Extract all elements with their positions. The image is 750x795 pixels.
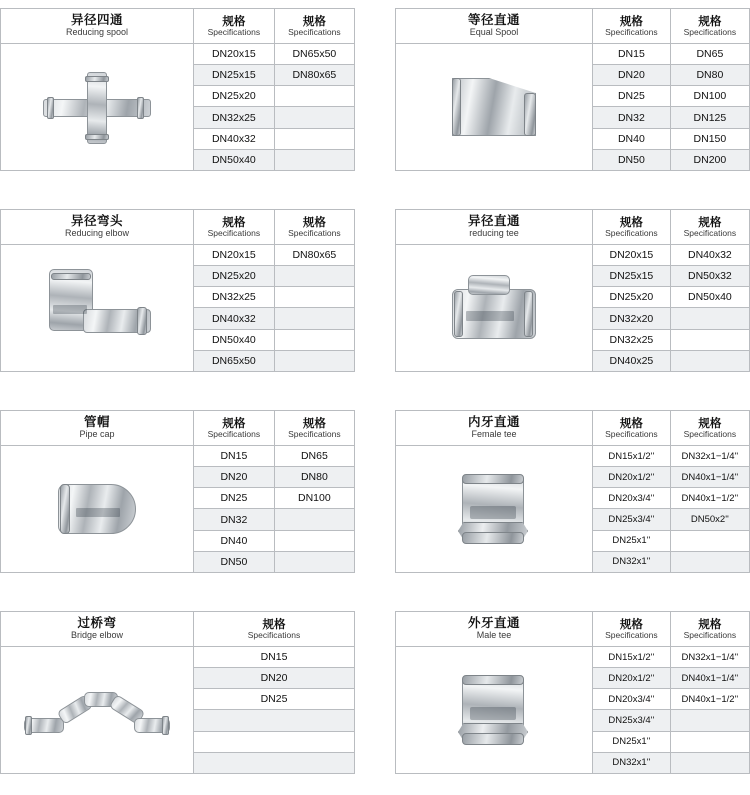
table-row: [593, 752, 750, 773]
cell: DN40x1−1/4'': [670, 668, 749, 689]
cell: [274, 287, 354, 308]
title-en: Pipe cap: [79, 429, 115, 440]
title-en: Male tee: [476, 630, 512, 641]
table-row: [194, 128, 355, 149]
table-row: [593, 647, 750, 668]
cell: [274, 530, 354, 551]
cell: DN32x25: [194, 107, 275, 128]
title-cn: 等径直通: [467, 13, 520, 28]
title-cn: 管帽: [83, 415, 110, 430]
cell: DN65: [274, 446, 354, 467]
cell: [274, 86, 354, 107]
col-header-2: 规格 Specifications: [274, 210, 354, 245]
table-row: [194, 551, 355, 572]
card-equal-spool: [395, 8, 750, 171]
cell: DN20x1/2'': [593, 467, 671, 488]
spec-table-bridge-elbow: [193, 612, 354, 773]
column-gap: [355, 410, 395, 573]
table-row: [194, 668, 355, 689]
cell: DN80: [670, 65, 749, 86]
cell: [670, 731, 749, 752]
cell: [274, 350, 354, 371]
col-header-1: 规格 Specifications: [194, 210, 275, 245]
cell: DN50x40: [194, 149, 275, 170]
cell: [274, 128, 354, 149]
table-row: [593, 731, 750, 752]
cell: DN50x32: [670, 266, 749, 287]
column-gap: [355, 209, 395, 372]
product-image-male-tee: [396, 612, 592, 773]
product-image-pipe-cap: [1, 411, 193, 572]
col-header-1: 规格 Specifications: [194, 9, 275, 44]
cell: DN40: [593, 128, 671, 149]
table-row: [194, 107, 355, 128]
card-title-reducing-elbow: [1, 210, 193, 245]
product-image-female-tee: [396, 411, 592, 572]
artwork-elbow: [1, 245, 193, 371]
cell: DN32: [593, 107, 671, 128]
column-gap: [355, 8, 395, 171]
cell: DN40x1−1/2'': [670, 689, 749, 710]
cell: DN20: [593, 65, 671, 86]
table-row: [593, 446, 750, 467]
col-header-1: 规格 Specifications: [593, 612, 671, 647]
table-row: [593, 245, 750, 266]
cell: DN200: [670, 149, 749, 170]
table-row: [593, 350, 750, 371]
cell: DN32: [194, 509, 275, 530]
table-row: [593, 530, 750, 551]
cell: DN15: [194, 446, 275, 467]
table-row: [194, 446, 355, 467]
cell: DN15: [194, 647, 355, 668]
table-row: [194, 86, 355, 107]
table-row: [593, 308, 750, 329]
cell: DN40x25: [593, 350, 671, 371]
product-image-reducing-spool: [1, 9, 193, 170]
cell: [670, 530, 749, 551]
col-header-1: 规格 Specifications: [194, 411, 275, 446]
col-header-2: 规格 Specifications: [670, 9, 749, 44]
title-cn: 异径直通: [467, 214, 520, 229]
cell: DN32x25: [194, 287, 275, 308]
cell: DN15x1/2'': [593, 446, 671, 467]
cell: DN65: [670, 44, 749, 65]
table-row: [593, 287, 750, 308]
cell: DN32x25: [593, 329, 671, 350]
cell: DN25x1'': [593, 530, 671, 551]
cell: DN20x3/4'': [593, 488, 671, 509]
cell: DN25: [194, 689, 355, 710]
cell: DN20x15: [593, 245, 671, 266]
title-cn: 异径弯头: [70, 214, 123, 229]
cell: DN125: [670, 107, 749, 128]
table-row: [194, 65, 355, 86]
product-image-bridge-elbow: [1, 612, 193, 773]
cell: DN25x15: [593, 266, 671, 287]
table-row: [194, 731, 355, 752]
artwork-cross: [1, 44, 193, 170]
cell: [274, 509, 354, 530]
table-row: [194, 308, 355, 329]
spec-table-male-tee: [592, 612, 749, 773]
col-header-2: 规格 Specifications: [274, 411, 354, 446]
cell: DN80: [274, 467, 354, 488]
card-title-bridge-elbow: [1, 612, 193, 647]
cell: DN65x50: [274, 44, 354, 65]
table-row: [194, 467, 355, 488]
col-header-1: 规格 Specifications: [593, 210, 671, 245]
cell: DN50x2'': [670, 509, 749, 530]
col-header-2: 规格 Specifications: [670, 612, 749, 647]
cell: [670, 308, 749, 329]
cell: DN32x1−1/4'': [670, 446, 749, 467]
cell: DN40: [194, 530, 275, 551]
table-row: [593, 44, 750, 65]
table-row: [194, 44, 355, 65]
cell: DN50x40: [670, 287, 749, 308]
table-row: [593, 551, 750, 572]
spec-table-pipe-cap: [193, 411, 354, 572]
cell: DN40x1−1/2'': [670, 488, 749, 509]
col-header-2: 规格 Specifications: [274, 9, 354, 44]
cell: [670, 752, 749, 773]
artwork-bridge-elbow: [1, 647, 193, 773]
table-row: [593, 467, 750, 488]
cell: [194, 752, 355, 773]
card-bridge-elbow: [0, 611, 355, 774]
table-row: [194, 287, 355, 308]
cell: DN15: [593, 44, 671, 65]
title-en: Bridge elbow: [70, 630, 124, 641]
cell: DN20: [194, 668, 355, 689]
table-row: [593, 149, 750, 170]
card-title-reducing-tee: [396, 210, 592, 245]
spec-table-female-tee: [592, 411, 749, 572]
title-cn: 异径四通: [70, 13, 123, 28]
cell: DN32x1'': [593, 752, 671, 773]
table-row: [194, 752, 355, 773]
col-header-1: 规格 Specifications: [194, 612, 355, 647]
table-row: [593, 710, 750, 731]
cell: DN100: [274, 488, 354, 509]
cell: DN80x65: [274, 245, 354, 266]
cell: DN20x3/4'': [593, 689, 671, 710]
table-row: [593, 266, 750, 287]
cell: DN25x3/4'': [593, 710, 671, 731]
card-reducing-tee: [395, 209, 750, 372]
table-row: [593, 488, 750, 509]
card-male-tee: [395, 611, 750, 774]
table-row: [593, 107, 750, 128]
table-row: [194, 329, 355, 350]
product-image-reducing-tee: [396, 210, 592, 371]
cell: [274, 308, 354, 329]
column-gap: [355, 611, 395, 774]
cell: DN15x1/2'': [593, 647, 671, 668]
cell: DN20x1/2'': [593, 668, 671, 689]
table-row: [194, 149, 355, 170]
table-row: [194, 266, 355, 287]
cell: [274, 266, 354, 287]
table-row: [593, 86, 750, 107]
card-title-female-tee: [396, 411, 592, 446]
table-row: [593, 668, 750, 689]
cell: DN25: [194, 488, 275, 509]
table-row: [194, 689, 355, 710]
cell: DN40x32: [670, 245, 749, 266]
cell: [670, 350, 749, 371]
title-en: Reducing spool: [65, 27, 129, 38]
cell: DN50x40: [194, 329, 275, 350]
table-row: [593, 65, 750, 86]
title-en: Reducing elbow: [64, 228, 130, 239]
title-cn: 内牙直通: [467, 415, 520, 430]
table-row: [593, 509, 750, 530]
cell: [194, 731, 355, 752]
cell: DN25x3/4'': [593, 509, 671, 530]
cell: DN32x1−1/4'': [670, 647, 749, 668]
cell: [670, 551, 749, 572]
product-image-equal-spool: [396, 9, 592, 170]
cell: [194, 710, 355, 731]
cell: DN50: [194, 551, 275, 572]
artwork-female-tee: [396, 446, 592, 572]
cell: DN25: [593, 86, 671, 107]
artwork-pipe-cap: [1, 446, 193, 572]
title-cn: 外牙直通: [467, 616, 520, 631]
table-row: [593, 128, 750, 149]
cell: DN100: [670, 86, 749, 107]
cell: DN80x65: [274, 65, 354, 86]
title-en: Equal Spool: [469, 27, 519, 38]
table-row: [194, 245, 355, 266]
cell: DN32x20: [593, 308, 671, 329]
cell: DN25x20: [194, 86, 275, 107]
cell: DN25x20: [194, 266, 275, 287]
table-row: [194, 488, 355, 509]
table-row: [194, 647, 355, 668]
cell: [670, 329, 749, 350]
table-row: [593, 329, 750, 350]
card-female-tee: [395, 410, 750, 573]
cell: [274, 107, 354, 128]
cell: [274, 329, 354, 350]
table-row: [194, 509, 355, 530]
cell: DN65x50: [194, 350, 275, 371]
table-row: [593, 689, 750, 710]
spec-table-reducing-spool: [193, 9, 354, 170]
cell: DN20x15: [194, 44, 275, 65]
cell: DN20x15: [194, 245, 275, 266]
card-title-pipe-cap: [1, 411, 193, 446]
artwork-male-tee: [396, 647, 592, 773]
col-header-2: 规格 Specifications: [670, 210, 749, 245]
product-image-reducing-elbow: [1, 210, 193, 371]
artwork-cone: [396, 44, 592, 170]
cell: DN40x32: [194, 308, 275, 329]
cell: DN40x1−1/4'': [670, 467, 749, 488]
cell: DN32x1'': [593, 551, 671, 572]
cell: DN50: [593, 149, 671, 170]
table-row: [194, 530, 355, 551]
cell: DN40x32: [194, 128, 275, 149]
cell: [670, 710, 749, 731]
cell: DN25x15: [194, 65, 275, 86]
table-row: [194, 350, 355, 371]
table-row: [194, 710, 355, 731]
cell: [274, 149, 354, 170]
card-title-reducing-spool: [1, 9, 193, 44]
card-pipe-cap: [0, 410, 355, 573]
cell: DN150: [670, 128, 749, 149]
spec-table-reducing-elbow: [193, 210, 354, 371]
spec-table-equal-spool: [592, 9, 749, 170]
cell: DN25x1'': [593, 731, 671, 752]
col-header-1: 规格 Specifications: [593, 411, 671, 446]
artwork-reducing-tee: [396, 245, 592, 371]
card-reducing-spool: [0, 8, 355, 171]
title-en: Female tee: [471, 429, 517, 440]
cell: DN25x20: [593, 287, 671, 308]
spec-table-reducing-tee: [592, 210, 749, 371]
col-header-2: 规格 Specifications: [670, 411, 749, 446]
card-title-equal-spool: [396, 9, 592, 44]
cell: DN20: [194, 467, 275, 488]
col-header-1: 规格 Specifications: [593, 9, 671, 44]
title-cn: 过桥弯: [77, 616, 117, 631]
cell: [274, 551, 354, 572]
card-reducing-elbow: [0, 209, 355, 372]
title-en: reducing tee: [469, 228, 519, 239]
card-title-male-tee: [396, 612, 592, 647]
